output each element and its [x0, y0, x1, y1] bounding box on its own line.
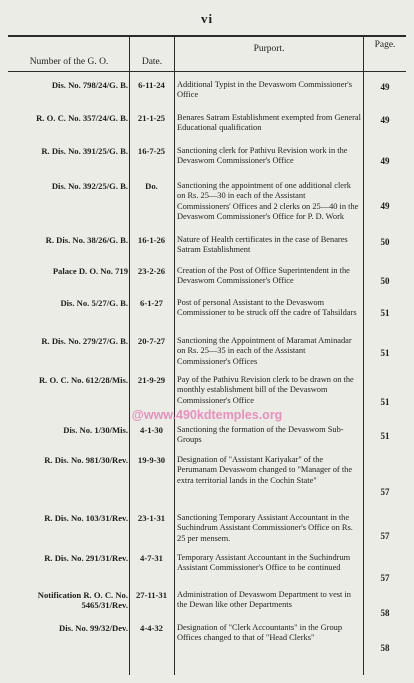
- go-date: 4-1-30: [140, 425, 163, 435]
- go-number: R. O. C. No. 612/28/Mis.: [38, 375, 128, 385]
- go-purport: Benares Satram Establishment exempted from General Educational qualification: [177, 113, 361, 133]
- go-date: 19-9-30: [137, 455, 166, 465]
- go-purport: Nature of Health certificates in the case of Benares Satram Establishment: [177, 235, 348, 255]
- go-purport: Designation of "Assistant Kariyakar" of the Perumanam Devaswom changed to "Manager of the extra territorial lands in the Cochin State": [177, 455, 353, 485]
- go-purport: Pay of the Pathivu Revision clerk to be drawn on the monthly establishment bill of the Devaswom Commissioner's Office: [177, 375, 354, 405]
- go-date: 20-7-27: [137, 336, 166, 346]
- column-rule-date-left: [129, 35, 130, 675]
- go-number: Notification R. O. C. No. 5465/31/Rev.: [37, 590, 128, 610]
- page-reference: 51: [380, 431, 390, 441]
- go-date: Do.: [145, 181, 158, 191]
- page-reference: 49: [380, 156, 390, 166]
- go-purport: Sanctioning Temporary Assistant Accountant in the Suchindrum Assistant Commissioner's Office on Rs. 25 per mensem.: [177, 513, 353, 543]
- table-top-rule: [8, 35, 406, 37]
- column-header-date: Date.: [141, 57, 163, 67]
- column-header-page: Page.: [374, 40, 396, 50]
- go-number: R. Dis. No. 981/30/Rev.: [44, 455, 128, 465]
- page-reference: 51: [380, 308, 390, 318]
- go-date: 16-7-25: [137, 146, 166, 156]
- header-bottom-rule: [8, 71, 406, 72]
- page-reference: 58: [380, 643, 390, 653]
- page-reference: 49: [380, 201, 390, 211]
- column-header-purport: Purport.: [253, 44, 285, 54]
- go-purport: Sanctioning the appointment of one additional clerk on Rs. 25—30 in each of the Assistant Commissioners' Offices and 2 clerks on 25—40 in the Devaswom Commissioner's Office for P. D. Work: [177, 181, 359, 221]
- page-reference: 57: [380, 487, 390, 497]
- go-date: 6-11-24: [138, 80, 165, 90]
- go-date: 23-1-31: [137, 513, 166, 523]
- page-reference: 58: [380, 608, 390, 618]
- go-number: Dis. No. 1/30/Mis.: [63, 425, 128, 435]
- go-date: 27-11-31: [135, 590, 168, 600]
- go-date: 16-1-26: [137, 235, 166, 245]
- go-purport: Sanctioning the Appointment of Maramat Aminadar on Rs. 25—35 in each of the Assistant Commissioner's Offices: [177, 336, 352, 366]
- go-number: Palace D. O. No. 719: [52, 266, 128, 276]
- page-reference: 57: [380, 531, 390, 541]
- go-purport: Creation of the Post of Office Superintendent in the Devaswom Commissioner's Office: [177, 266, 350, 286]
- go-number: R. Dis. No. 279/27/G. B.: [41, 336, 128, 346]
- page-reference: 50: [380, 237, 390, 247]
- go-number: R. Dis. No. 103/31/Rev.: [44, 513, 128, 523]
- go-date: 23-2-26: [137, 266, 166, 276]
- go-number: Dis. No. 5/27/G. B.: [60, 298, 128, 308]
- column-rule-purport-left: [174, 35, 175, 675]
- go-purport: Additional Typist in the Devaswom Commissioner's Office: [177, 80, 353, 100]
- go-number: Dis. No. 392/25/G. B.: [51, 181, 128, 191]
- go-number: R. O. C. No. 357/24/G. B.: [36, 113, 128, 123]
- go-purport: Designation of "Clerk Accountants" in the Group Offices changed to that of "Head Clerks": [177, 623, 343, 643]
- go-purport: Sanctioning clerk for Pathivu Revision work in the Devaswom Commissioner's Office: [177, 146, 348, 166]
- page-reference: 49: [380, 82, 390, 92]
- go-date: 21-1-25: [137, 113, 166, 123]
- page-reference: 57: [380, 573, 390, 583]
- column-header-go-number: Number of the G. O.: [29, 57, 109, 67]
- page-reference: 49: [380, 115, 390, 125]
- go-number: R. Dis. No. 291/31/Rev.: [44, 553, 128, 563]
- go-purport: Temporary Assistant Accountant in the Suchindrum Assistant Commissioner's Office to be continued: [177, 553, 351, 573]
- go-purport: Post of personal Assistant to the Devaswom Commissioner to be struck off the cadre of Tahsildars: [177, 298, 357, 318]
- go-date: 4-7-31: [140, 553, 163, 563]
- go-date: 21-9-29: [137, 375, 166, 385]
- go-purport: Sanctioning the formation of the Devaswom Sub-Groups: [177, 425, 344, 445]
- column-rule-page-left: [363, 35, 364, 675]
- go-date: 4-4-32: [140, 623, 163, 633]
- page-reference: 51: [380, 397, 390, 407]
- go-date: 6-1-27: [140, 298, 163, 308]
- watermark-text: @www.490kdtemples.org: [131, 408, 283, 422]
- go-number: Dis. No. 99/32/Dev.: [59, 623, 128, 633]
- go-number: R. Dis. No. 38/26/G. B.: [45, 235, 128, 245]
- go-purport: Administration of Devaswom Department to vest in the Dewan like other Departments: [177, 590, 351, 610]
- go-number: R. Dis. No. 391/25/G. B.: [41, 146, 128, 156]
- go-number: Dis. No. 798/24/G. B.: [51, 80, 128, 90]
- page-number-roman: vi: [200, 11, 214, 26]
- page-reference: 50: [380, 276, 390, 286]
- page-reference: 51: [380, 348, 390, 358]
